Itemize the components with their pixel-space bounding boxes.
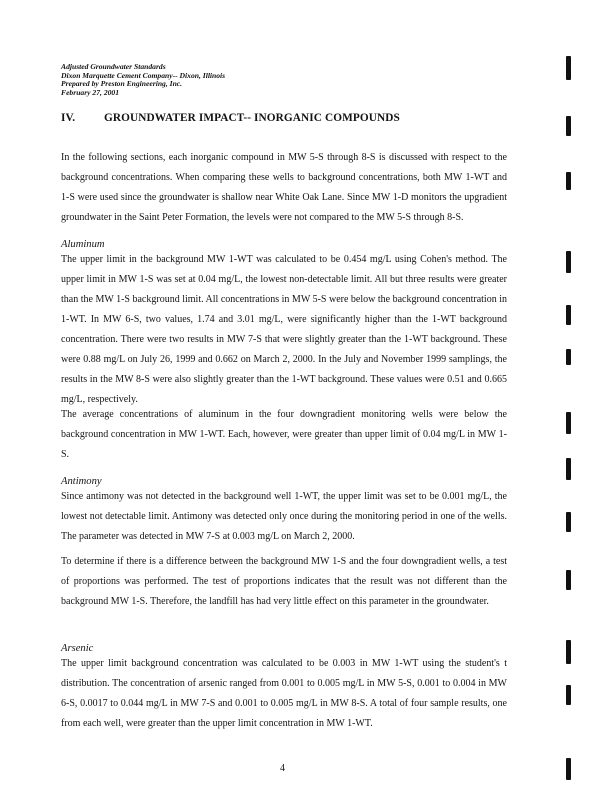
document-header: [61, 63, 225, 97]
scan-mark: [566, 172, 571, 190]
scan-mark: [566, 570, 571, 590]
scan-mark: [566, 349, 571, 365]
header-line-preparer: Prepared by Preston Engineering, Inc.: [61, 79, 183, 89]
arsenic-heading: Arsenic: [61, 643, 94, 654]
aluminum-paragraph-1: The upper limit in the background MW 1-WT was calculated to be 0.454 mg/L using Cohen's method. The upper limit in MW 1-S was set at 0.04 mg/L, the lowest non-detectable limit. All but three results were greater than the MW 1-S background limit. All concentrations in MW 5-S were below the background concentration in 1-WT. In MW 6-S, two values, 1.74 and 3.01 mg/L, were significantly higher than the 1-WT background concentration. There were two results in MW 7-S that were slightly greater than the 1-WT background. These were 0.88 mg/L on July 26, 1999 and 0.662 on March 2, 2000. In the July and November 1999 samplings, the results in the MW 8-S were also slightly greater than the 1-WT background. These values were 0.51 and 0.665 mg/L, respectively.: [61, 254, 507, 405]
scan-mark: [566, 56, 571, 80]
aluminum-heading: Aluminum: [61, 239, 105, 250]
scan-mark: [566, 412, 571, 434]
scan-mark: [566, 116, 571, 136]
aluminum-paragraph-2: The average concentrations of aluminum in the four downgradient monitoring wells were below the background concentration in MW 1-WT. Each, however, were greater than upper limit of 0.04 mg/L in MW 1-S.: [61, 409, 507, 460]
section-heading: [61, 112, 400, 124]
antimony-paragraph-1: Since antimony was not detected in the background well 1-WT, the upper limit was set to be 0.001 mg/L, the lowest not detectable limit. Antimony was detected only once during the monitoring period in one of the wells. The parameter was detected in MW 7-S at 0.003 mg/L on March 2, 2000.: [61, 491, 507, 542]
header-line-date: February 27, 2001: [61, 87, 120, 97]
scan-mark: [566, 458, 571, 480]
arsenic-paragraph-1: The upper limit background concentration was calculated to be 0.003 in MW 1-WT using the student's t distribution. The concentration of arsenic ranged from 0.001 to 0.005 mg/L in MW 5-S, 0.001 to 0.004 in MW 6-S, 0.0017 to 0.044 mg/L in MW 7-S and 0.001 to 0.005 mg/L in MW 8-S. A total of four sample results, one from each well, were greater than the upper limit concentration in MW 1-WT.: [61, 658, 507, 729]
scan-mark: [566, 685, 571, 705]
header-line-title: Adjusted Groundwater Standards: [61, 62, 166, 71]
page-number: 4: [280, 763, 285, 774]
header-line-site: Dixon Marquette Cement Company-- Dixon, Illinois: [61, 70, 226, 80]
antimony-paragraph-2: To determine if there is a difference between the background MW 1-S and the four downgradient wells, a test of proportions was performed. The test of proportions indicates that the result was not different than the background MW 1-S. Therefore, the landfill has had very little effect on this parameter in the groundwater.: [61, 556, 507, 607]
scan-mark: [566, 305, 571, 325]
scan-mark: [566, 758, 571, 780]
antimony-heading: Antimony: [61, 476, 102, 487]
scan-mark: [566, 512, 571, 532]
section-title: GROUNDWATER IMPACT-- INORGANIC COMPOUNDS: [104, 112, 400, 124]
intro-paragraph: In the following sections, each inorganic compound in MW 5-S through 8-S is discussed with respect to the background concentrations. When comparing these wells to background concentrations, both MW 1-WT and 1-S were used since the groundwater is shallow near White Oak Lane. Since MW 1-D monitors the upgradient groundwater in the Saint Peter Formation, the levels were not compared to the MW 5-S through 8-S.: [61, 152, 507, 223]
section-number: IV.: [61, 112, 76, 124]
scan-mark: [566, 251, 571, 273]
scan-mark: [566, 640, 571, 664]
